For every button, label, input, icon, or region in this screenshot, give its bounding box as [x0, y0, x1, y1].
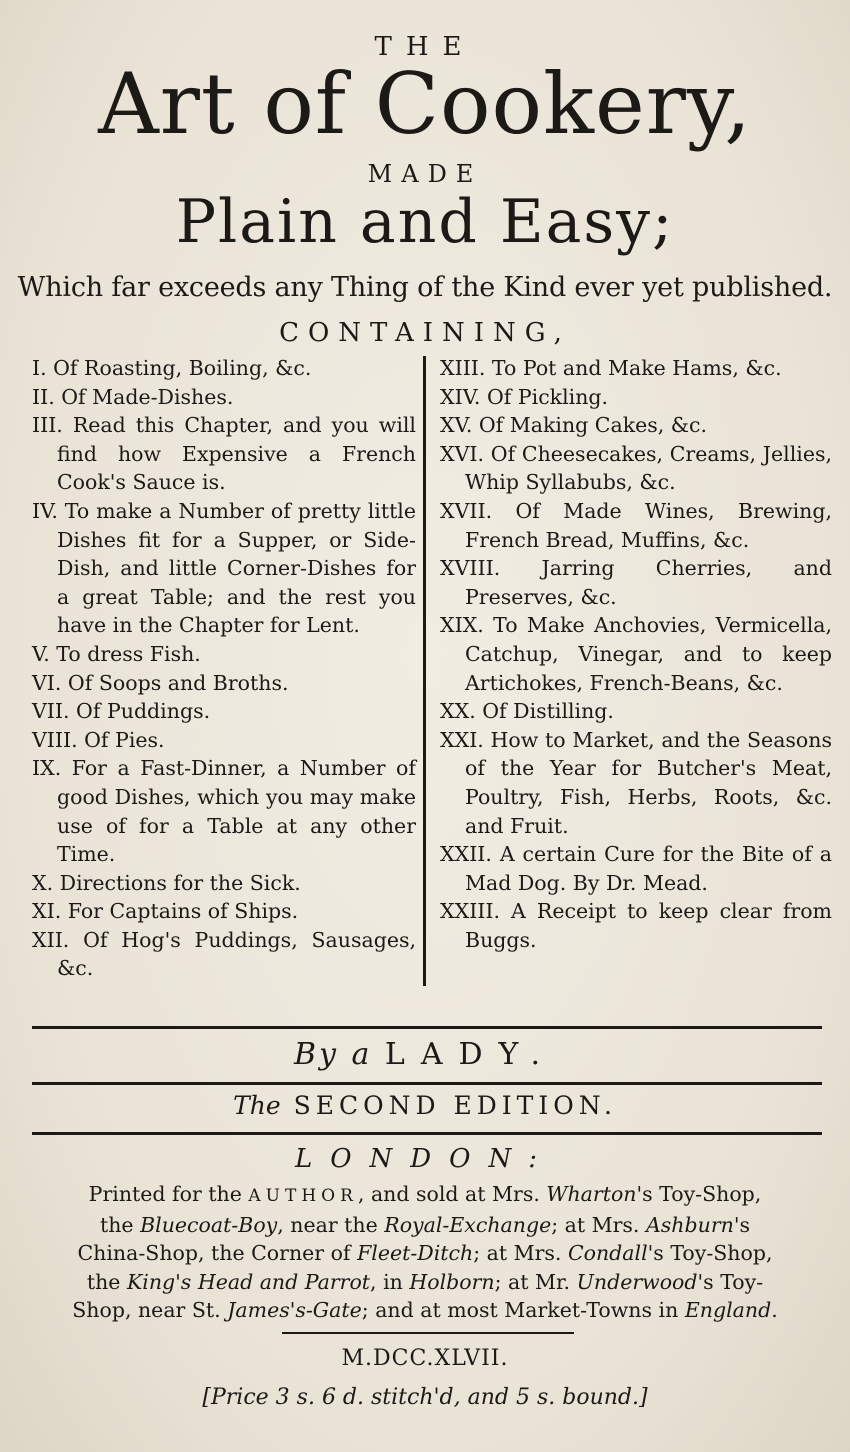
contents-item: IV. To make a Number of pretty little Dishes fit for a Supper, or Side-Dish, and little Corner-Dishes for a great Table; and the rest you have in the Chapter for Lent.: [32, 498, 416, 638]
imprint-line: [18, 1239, 832, 1268]
imprint-text: ; at Mr.: [494, 1269, 571, 1294]
rule-divider: [282, 1332, 574, 1334]
imprint: [18, 1180, 832, 1325]
contents-item: XVIII. Jarring Cherries, and Preserves, &c.: [440, 556, 832, 609]
imprint-city: LONDON:: [294, 1144, 556, 1174]
imprint-name: Bluecoat-Boy: [140, 1212, 278, 1237]
imprint-line: [18, 1180, 832, 1211]
imprint-text: 's Toy-Shop,: [647, 1241, 773, 1266]
contents-item: XVII. Of Made Wines, Brewing, French Bread, Muffins, &c.: [440, 498, 832, 552]
publication-date: M.DCC.XLVII.: [341, 1346, 509, 1371]
imprint-line: [18, 1268, 832, 1297]
imprint-text: ; and at most Market-Towns in: [361, 1298, 679, 1323]
contents-left-column: [32, 354, 416, 983]
contents-item: XXII. A certain Cure for the Bite of a Mad Dog. By Dr. Mead.: [440, 842, 832, 895]
imprint-name: Fleet-Ditch: [357, 1241, 474, 1266]
imprint-text: , and sold at Mrs.: [357, 1182, 540, 1206]
subtitle: Which far exceeds any Thing of the Kind ever yet published.: [17, 272, 833, 303]
imprint-name: Underwood: [576, 1269, 698, 1294]
contents-item: XIX. To Make Anchovies, Vermicella, Catchup, Vinegar, and to keep Artichokes, French-Beans, &c.: [440, 613, 832, 695]
imprint-author: AUTHOR: [248, 1186, 358, 1206]
contents-item: XII. Of Hog's Puddings, Sausages, &c.: [32, 927, 416, 981]
imprint-text: Printed for the: [88, 1182, 242, 1206]
imprint-name: Ashburn: [645, 1212, 734, 1237]
imprint-line: [18, 1211, 832, 1240]
imprint-text: , near the: [277, 1212, 378, 1237]
imprint-name: Wharton: [546, 1182, 637, 1206]
price-line: [Price 3 s. 6 d. stitch'd, and 5 s. bound.]: [202, 1385, 648, 1410]
contents-item: XX. Of Distilling.: [440, 699, 614, 724]
imprint-text: 's: [733, 1212, 750, 1237]
imprint-text: 's Toy-Shop,: [636, 1182, 762, 1206]
title-art-of-cookery: Art of Cookery,: [98, 55, 752, 153]
contents-item: XXI. How to Market, and the Seasons of the Year for Butcher's Meat, Poultry, Fish, Herbs, Roots, &c. and Fruit.: [440, 727, 832, 838]
contents-item: XV. Of Making Cakes, &c.: [440, 413, 708, 438]
imprint-text: Shop, near St.: [72, 1298, 221, 1323]
imprint-name: Royal-Exchange: [384, 1212, 552, 1237]
imprint-name: King's Head and Parrot: [126, 1269, 371, 1294]
title-the: THE: [374, 32, 476, 62]
containing-heading: CONTAINING,: [279, 318, 571, 348]
contents-right-column: [440, 354, 832, 954]
imprint-text: .: [771, 1298, 778, 1323]
edition-second: SECOND EDITION.: [293, 1091, 617, 1120]
contents-item: XIII. To Pot and Make Hams, &c.: [440, 356, 782, 380]
rule-divider: [32, 1026, 822, 1029]
edition-line: [0, 1091, 850, 1120]
imprint-text: ; at Mrs.: [551, 1212, 640, 1237]
imprint-name: Condall: [567, 1241, 648, 1266]
imprint-text: ; at Mrs.: [473, 1241, 562, 1266]
contents-item: XXIII. A Receipt to keep clear from Buggs.: [440, 899, 832, 952]
rule-divider: [32, 1082, 822, 1085]
contents-item: X. Directions for the Sick.: [32, 870, 301, 895]
contents-item: IX. For a Fast-Dinner, a Number of good Dishes, which you may make use of for a Table at any other Time.: [32, 756, 416, 867]
title-made: MADE: [367, 160, 483, 188]
contents-item: III. Read this Chapter, and you will find how Expensive a French Cook's Sauce is.: [32, 413, 416, 495]
author-lady: LADY.: [384, 1037, 557, 1072]
contents-item: V. To dress Fish.: [32, 641, 201, 666]
author-line: [0, 1037, 850, 1072]
contents-item: II. Of Made-Dishes.: [32, 384, 234, 409]
author-by: By a: [293, 1037, 373, 1072]
imprint-name: James's-Gate: [227, 1298, 362, 1323]
column-divider: [423, 356, 426, 986]
imprint-name: Holborn: [409, 1269, 495, 1294]
imprint-text: , in: [370, 1269, 403, 1294]
edition-the: The: [233, 1091, 281, 1120]
rule-divider: [32, 1132, 822, 1135]
imprint-name: England: [684, 1298, 772, 1323]
imprint-text: China-Shop, the Corner of: [77, 1241, 351, 1266]
imprint-text: the: [99, 1212, 134, 1237]
title-plain-and-easy: Plain and Easy;: [175, 187, 675, 257]
contents-item: VIII. Of Pies.: [32, 727, 165, 752]
contents-item: XVI. Of Cheesecakes, Creams, Jellies, Whip Syllabubs, &c.: [440, 441, 832, 495]
contents-item: VI. Of Soops and Broths.: [32, 670, 289, 695]
contents-item: XIV. Of Pickling.: [440, 384, 609, 409]
contents-item: I. Of Roasting, Boiling, &c.: [32, 356, 312, 380]
contents-item: VII. Of Puddings.: [32, 699, 211, 724]
imprint-text: 's Toy-: [697, 1269, 764, 1294]
imprint-line: [18, 1296, 832, 1325]
imprint-text: the: [86, 1269, 121, 1294]
contents-item: XI. For Captains of Ships.: [32, 899, 299, 924]
